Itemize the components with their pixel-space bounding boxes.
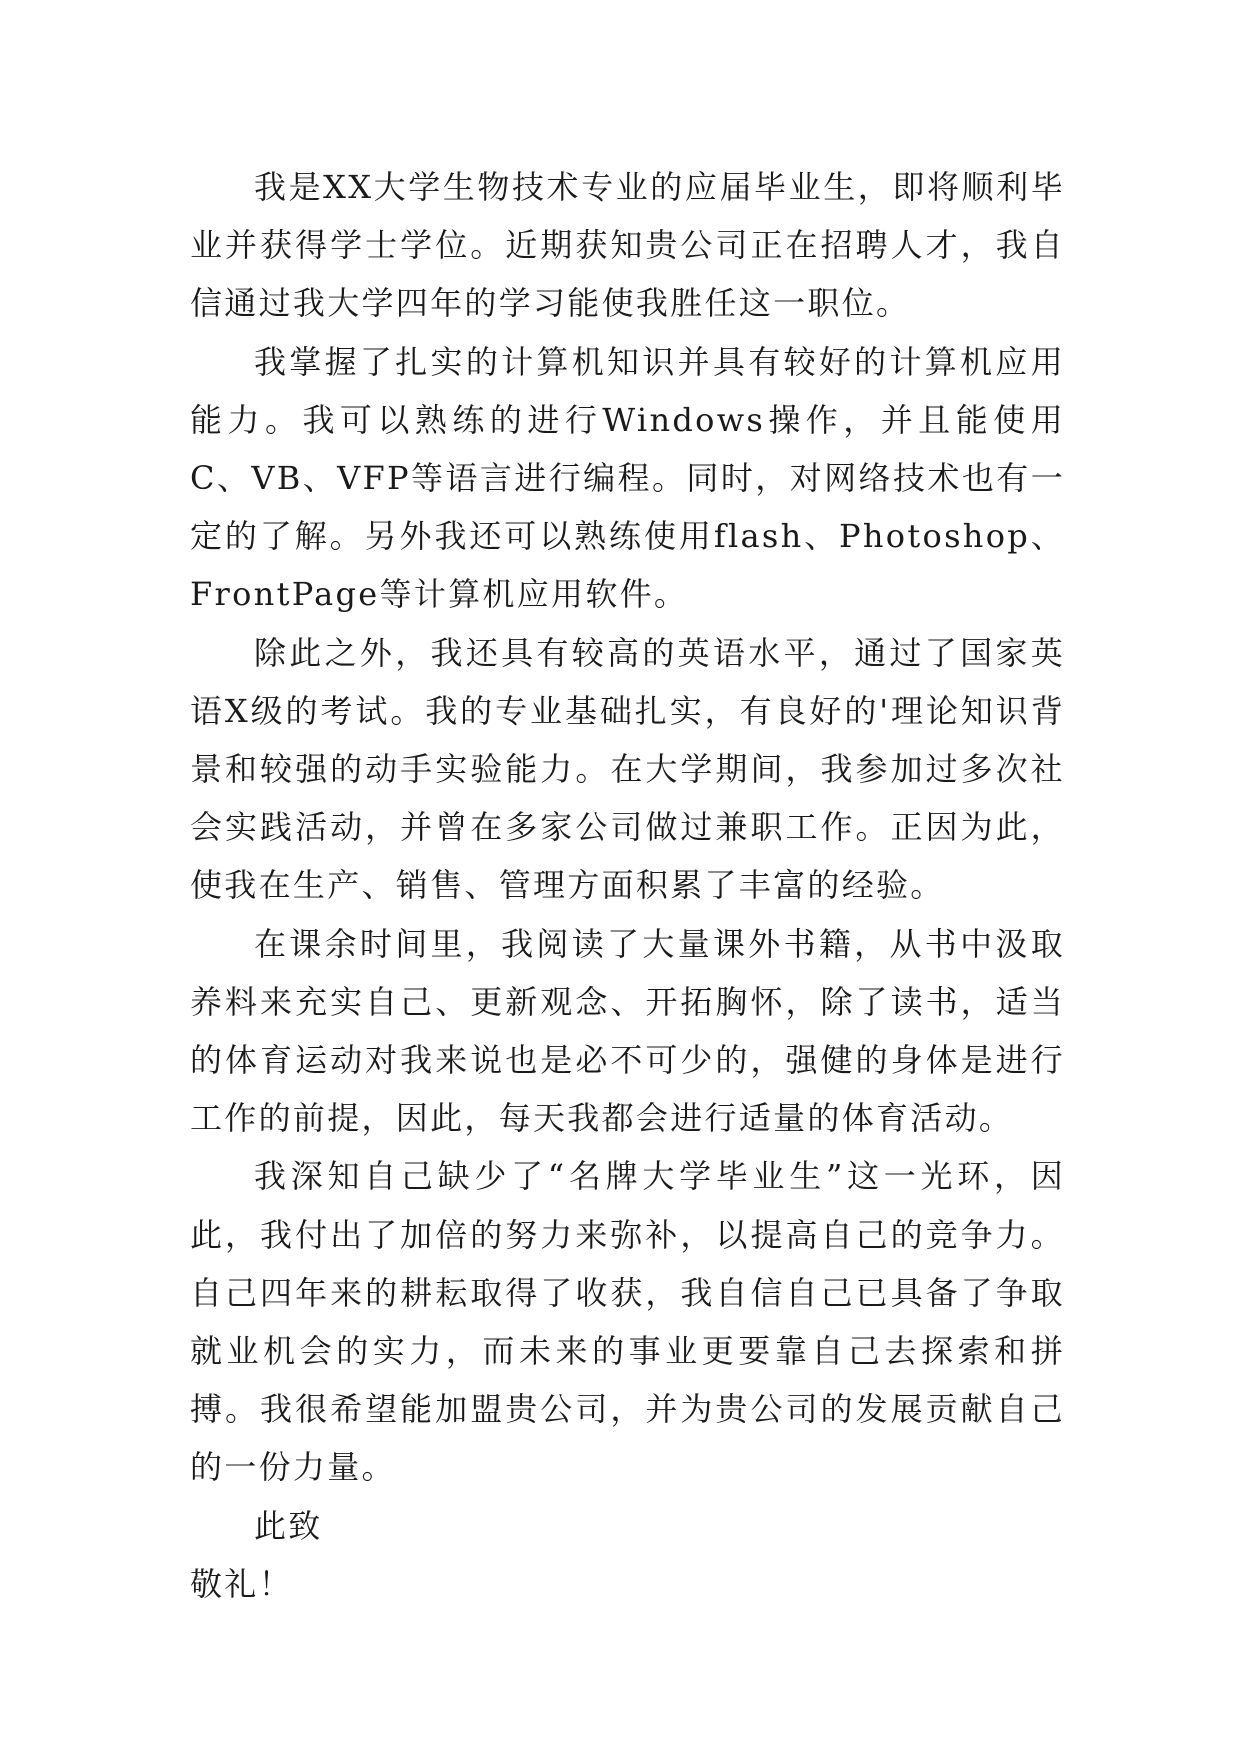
closing-phrase: 此致	[254, 1506, 323, 1545]
paragraph-intro: 我是XX大学生物技术专业的应届毕业生，即将顺利毕业并获得学士学位。近期获知贵公司正在招聘人才，我自信通过我大学四年的学习能使我胜任这一职位。	[190, 168, 1065, 323]
salutation: 敬礼！	[190, 1564, 293, 1603]
letter-body	[190, 158, 1065, 1613]
paragraph-computer-skills: 我掌握了扎实的计算机知识并具有较好的计算机应用能力。我可以熟练的进行Windows操作，并且能使用C、VB、VFP等语言进行编程。同时，对网络技术也有一定的了解。另外我还可以熟练使用flash、Photoshop、FrontPage等计算机应用软件。	[190, 342, 1065, 614]
paragraph-reading-sports: 在课余时间里，我阅读了大量课外书籍，从书中汲取养料来充实自己、更新观念、开拓胸怀，除了读书，适当的体育运动对我来说也是必不可少的，强健的身体是进行工作的前提，因此，每天我都会进行适量的体育活动。	[190, 924, 1065, 1138]
paragraph-motivation: 我深知自己缺少了“名牌大学毕业生”这一光环，因此，我付出了加倍的努力来弥补，以提高自己的竞争力。自己四年来的耕耘取得了收获，我自信自己已具备了争取就业机会的实力，而未来的事业更要靠自己去探索和拼搏。我很希望能加盟贵公司，并为贵公司的发展贡献自己的一份力量。	[190, 1157, 1065, 1487]
paragraph-english-experience: 除此之外，我还具有较高的英语水平，通过了国家英语X级的考试。我的专业基础扎实，有良好的'理论知识背景和较强的动手实验能力。在大学期间，我参加过多次社会实践活动，并曾在多家公司做过兼职工作。正因为此，使我在生产、销售、管理方面积累了丰富的经验。	[190, 633, 1065, 905]
